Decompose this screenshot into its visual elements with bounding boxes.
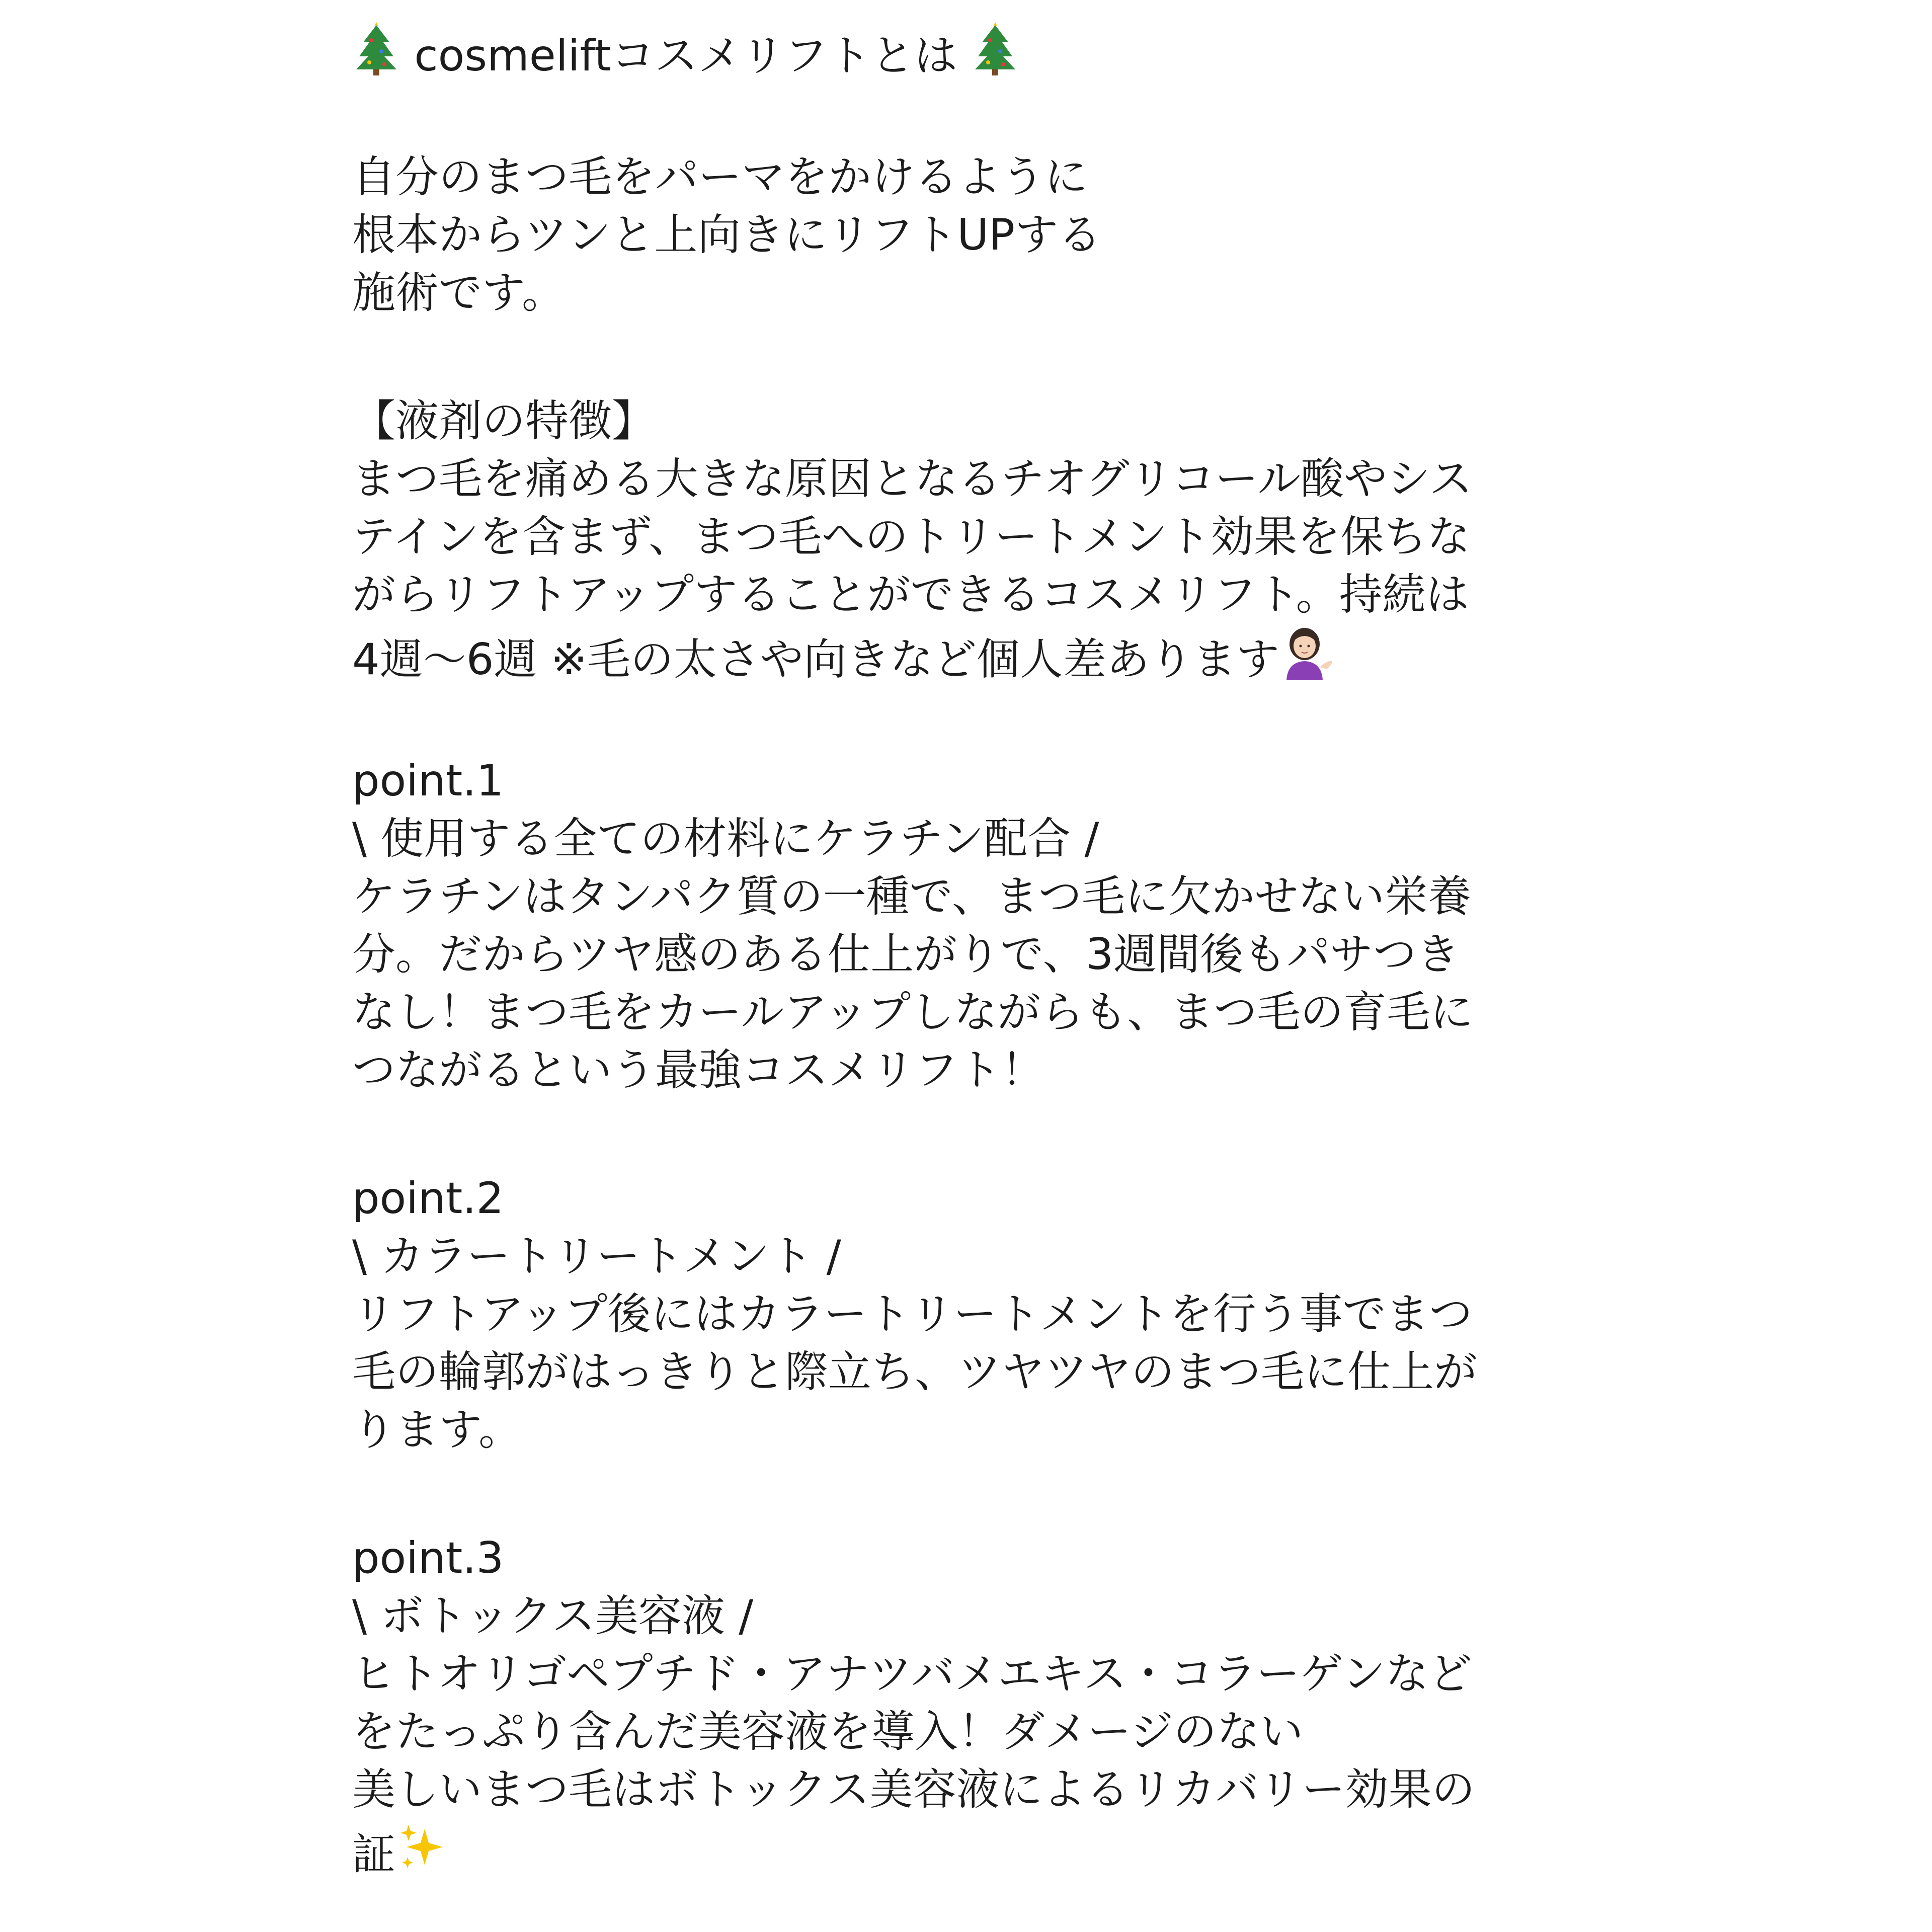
point1-line: つながるという最強コスメリフト！ — [352, 1045, 1044, 1095]
point1-line: 分。だからツヤ感のある仕上がりで、3週間後もパサつき — [352, 929, 1460, 980]
point2-subtitle: \ カラートリートメント / — [352, 1231, 841, 1281]
post-text — [352, 0, 1600, 1880]
point2-label: point.2 — [352, 1173, 504, 1224]
point3-line: 証 — [352, 1829, 395, 1880]
point1-line: なし！まつ毛をカールアップしながらも、まつ毛の育毛に — [352, 987, 1474, 1037]
point1-label: point.1 — [352, 756, 504, 806]
point3-line: ヒトオリゴペプチド・アナツバメエキス・コラーゲンなど — [352, 1649, 1472, 1699]
features-line: まつ毛を痛める大きな原因となるチオグリコール酸やシス — [352, 454, 1473, 504]
point1-subtitle: \ 使用する全ての材料にケラチン配合 / — [352, 814, 1099, 864]
post-title — [352, 0, 1600, 81]
christmas-tree-icon — [971, 20, 1019, 76]
point3-label: point.3 — [352, 1533, 504, 1583]
features-line: テインを含まず、まつ毛へのトリートメント効果を保ちな — [352, 512, 1471, 562]
intro-line: 根本からツンと上向きにリフトUPする — [352, 210, 1102, 260]
point2-line: リフトアップ後にはカラートリートメントを行う事でまつ — [352, 1289, 1473, 1339]
christmas-tree-icon — [352, 20, 400, 76]
point2-line: 毛の輪郭がはっきりと際立ち、ツヤツヤのまつ毛に仕上が — [352, 1347, 1477, 1397]
features-last-line — [352, 624, 1600, 685]
features-heading: 【液剤の特徴】 — [352, 396, 655, 446]
point3-subtitle: \ ボトックス美容液 / — [352, 1591, 754, 1641]
woman-tipping-hand-icon — [1279, 624, 1335, 680]
point1-line: ケラチンはタンパク質の一種で、まつ毛に欠かせない栄養 — [352, 871, 1471, 922]
intro-line: 施術です。 — [352, 268, 566, 318]
post-title-text: cosmeliftコスメリフトとは — [414, 31, 958, 81]
sparkles-icon — [395, 1819, 451, 1875]
point2-line: ります。 — [352, 1405, 522, 1455]
point3-line: をたっぷり含んだ美容液を導入！ダメージのない — [352, 1707, 1304, 1757]
features-line: 4週〜6週 ※毛の太さや向きなど個人差あります — [352, 634, 1279, 685]
features-line: がらリフトアップすることができるコスメリフト。持続は — [352, 570, 1469, 620]
intro-line: 自分のまつ毛をパーマをかけるように — [352, 152, 1088, 202]
point3-line: 美しいまつ毛はボトックス美容液によるリカバリー効果の — [352, 1764, 1475, 1815]
point3-last-line — [352, 1819, 1600, 1880]
